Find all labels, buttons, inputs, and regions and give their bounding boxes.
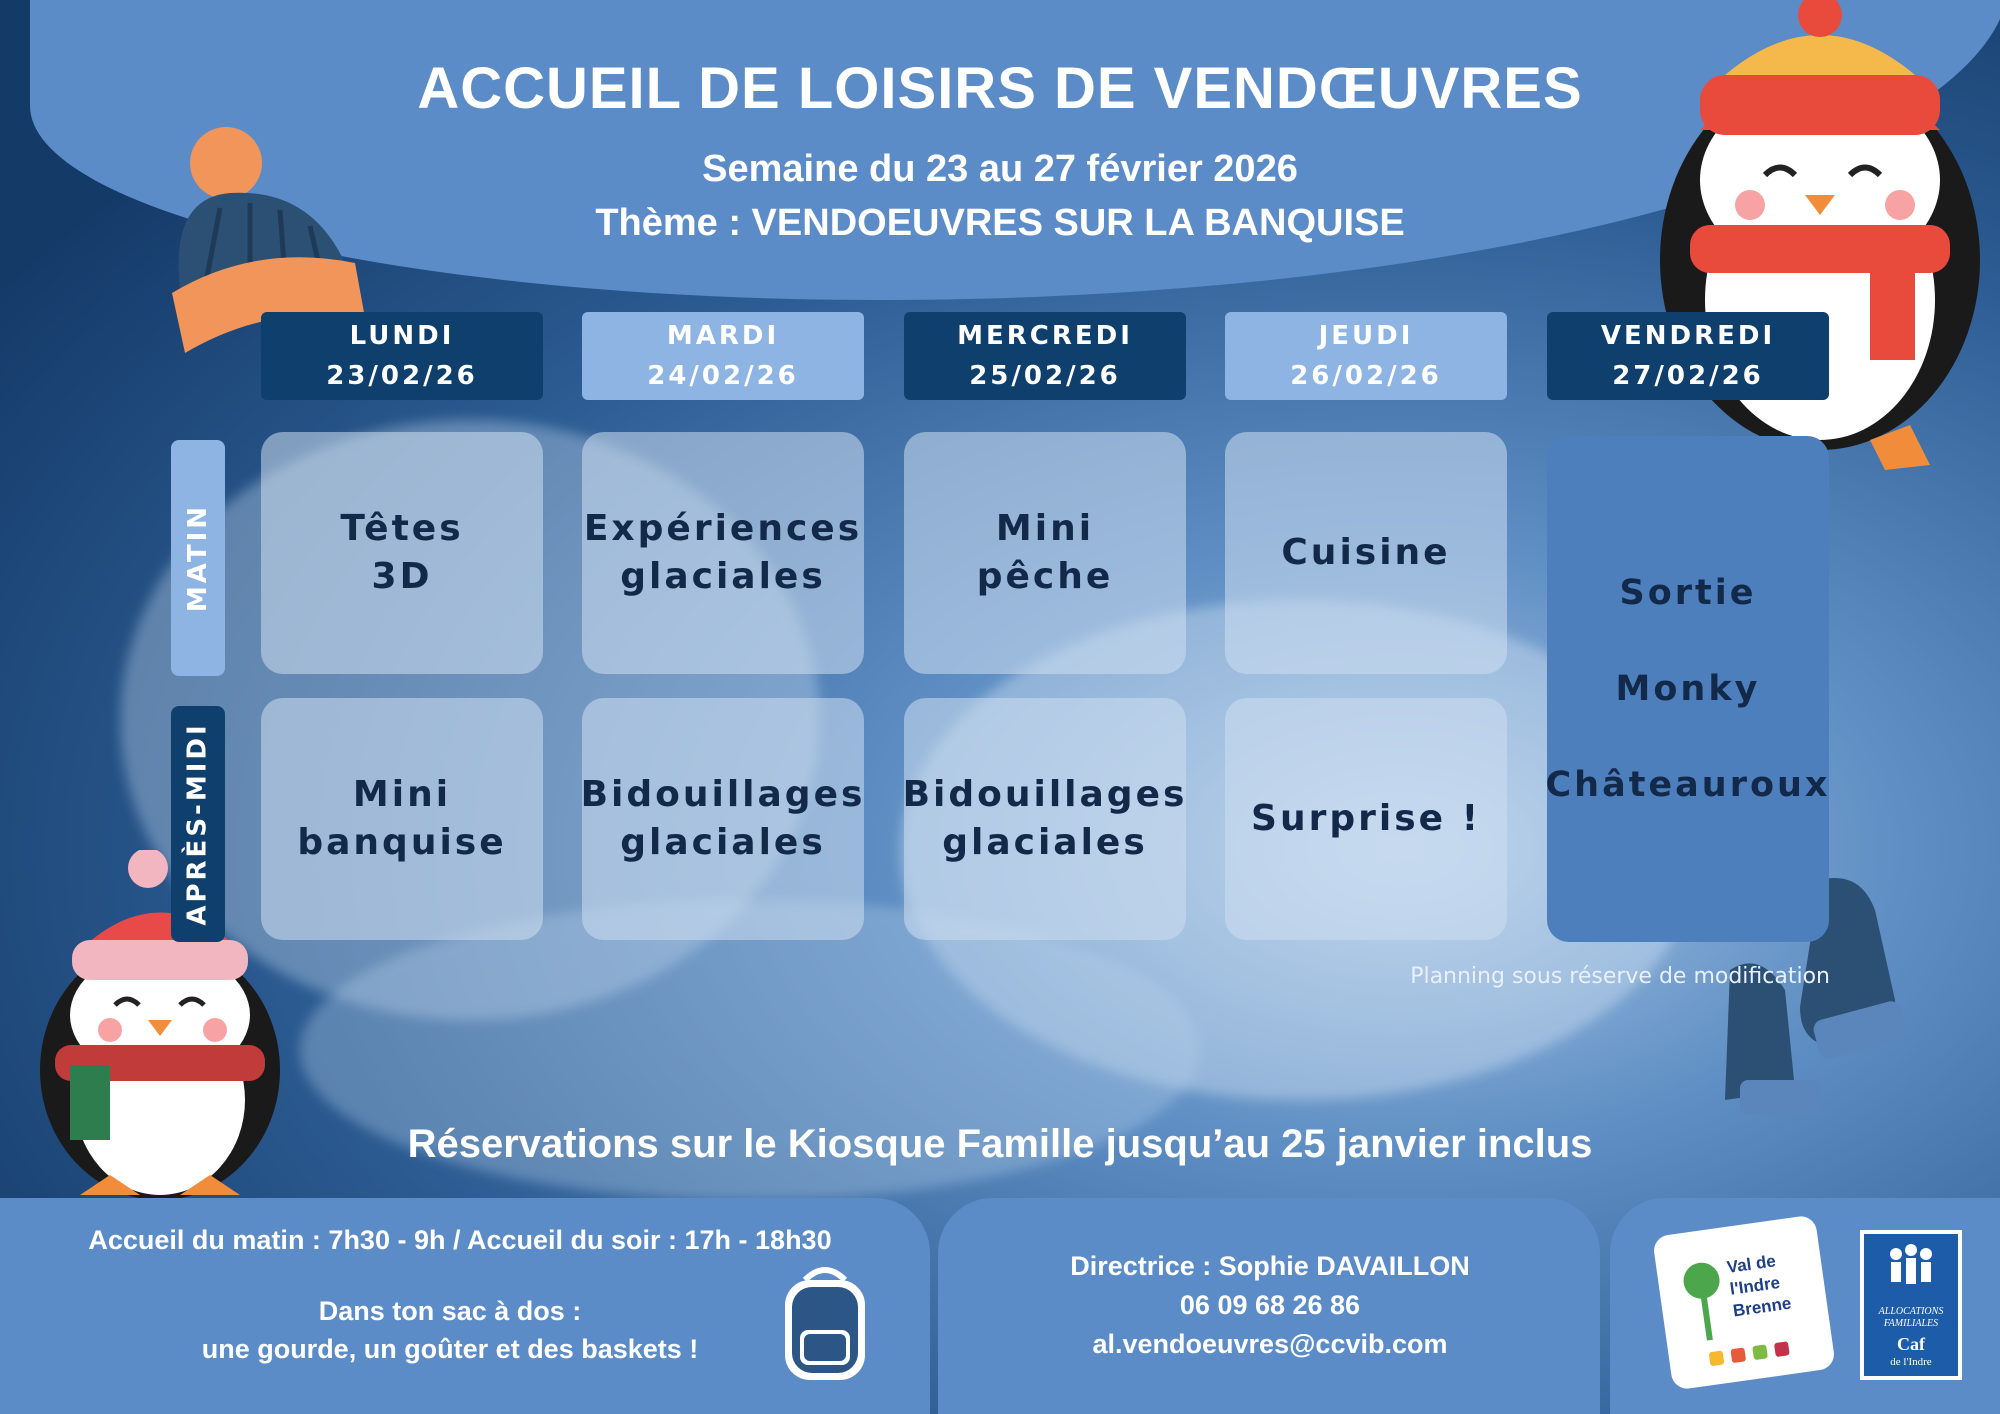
activity-thursday-afternoon: Surprise ! — [1225, 698, 1507, 940]
day-name: MARDI — [666, 321, 780, 351]
ccvib-line-3: Brenne — [1731, 1293, 1793, 1321]
morning-label — [171, 440, 225, 676]
activity-wednesday-afternoon: Bidouillages glaciales — [904, 698, 1186, 940]
ccvib-line-1: Val de — [1725, 1251, 1777, 1277]
ccvib-name — [1726, 1249, 1793, 1323]
day-header-monday — [261, 312, 543, 400]
director-name: Directrice : Sophie DAVAILLON — [1070, 1251, 1470, 1281]
activity-tuesday-afternoon: Bidouillages glaciales — [582, 698, 864, 940]
activity-monday-afternoon: Mini banquise — [261, 698, 543, 940]
afternoon-label-text: APRÈS-MIDI — [183, 722, 213, 926]
caf-line-2: FAMILIALES — [1883, 1318, 1939, 1329]
activity-thursday-morning: Cuisine — [1225, 432, 1507, 674]
day-name: LUNDI — [349, 321, 455, 351]
activity-friday-fullday: Sortie Monky Châteauroux — [1547, 436, 1829, 942]
backpack-line-2: une gourde, un goûter et des baskets ! — [201, 1334, 699, 1364]
penguin-top-icon — [1620, 0, 2000, 480]
caf-line-1: ALLOCATIONS — [1878, 1306, 1944, 1317]
day-date: 24/02/26 — [647, 361, 799, 391]
day-header-wednesday — [904, 312, 1186, 400]
day-header-friday — [1547, 312, 1829, 400]
caf-line-3: Caf — [1897, 1334, 1925, 1354]
afternoon-label — [171, 706, 225, 942]
day-name: VENDREDI — [1600, 321, 1776, 351]
reservation-notice: Réservations sur le Kiosque Famille jusqu’au 25 janvier inclus — [407, 1122, 1593, 1166]
opening-hours: Accueil du matin : 7h30 - 9h / Accueil du soir : 17h - 18h30 — [88, 1225, 832, 1255]
morning-label-text: MATIN — [183, 503, 213, 613]
caf-family-icon — [1881, 1242, 1941, 1297]
contact-email[interactable]: al.vendoeuvres@ccvib.com — [1092, 1329, 1448, 1359]
caf-line-4: de l'Indre — [1890, 1356, 1932, 1368]
week-subtitle: Semaine du 23 au 27 février 2026 — [702, 148, 1298, 190]
contact-phone[interactable]: 06 09 68 26 86 — [1179, 1290, 1361, 1320]
activity-tuesday-morning: Expériences glaciales — [582, 432, 864, 674]
activity-wednesday-morning: Mini pêche — [904, 432, 1186, 674]
day-name: JEUDI — [1318, 321, 1414, 351]
day-date: 23/02/26 — [326, 361, 478, 391]
ccvib-line-2: l'Indre — [1728, 1272, 1782, 1299]
planning-disclaimer: Planning sous réserve de modification — [1410, 964, 1830, 989]
day-date: 26/02/26 — [1290, 361, 1442, 391]
caf-logo — [1860, 1230, 1962, 1380]
day-header-thursday — [1225, 312, 1507, 400]
activity-monday-morning: Têtes 3D — [261, 432, 543, 674]
day-header-tuesday — [582, 312, 864, 400]
theme-subtitle: Thème : VENDOEUVRES SUR LA BANQUISE — [595, 202, 1405, 244]
ccvib-logo — [1652, 1214, 1836, 1390]
backpack-icon — [770, 1265, 880, 1385]
page-title: ACCUEIL DE LOISIRS DE VENDŒUVRES — [417, 56, 1583, 121]
day-date: 25/02/26 — [969, 361, 1121, 391]
backpack-line-1: Dans ton sac à dos : — [318, 1296, 582, 1326]
day-date: 27/02/26 — [1612, 361, 1764, 391]
day-name: MERCREDI — [957, 321, 1133, 351]
